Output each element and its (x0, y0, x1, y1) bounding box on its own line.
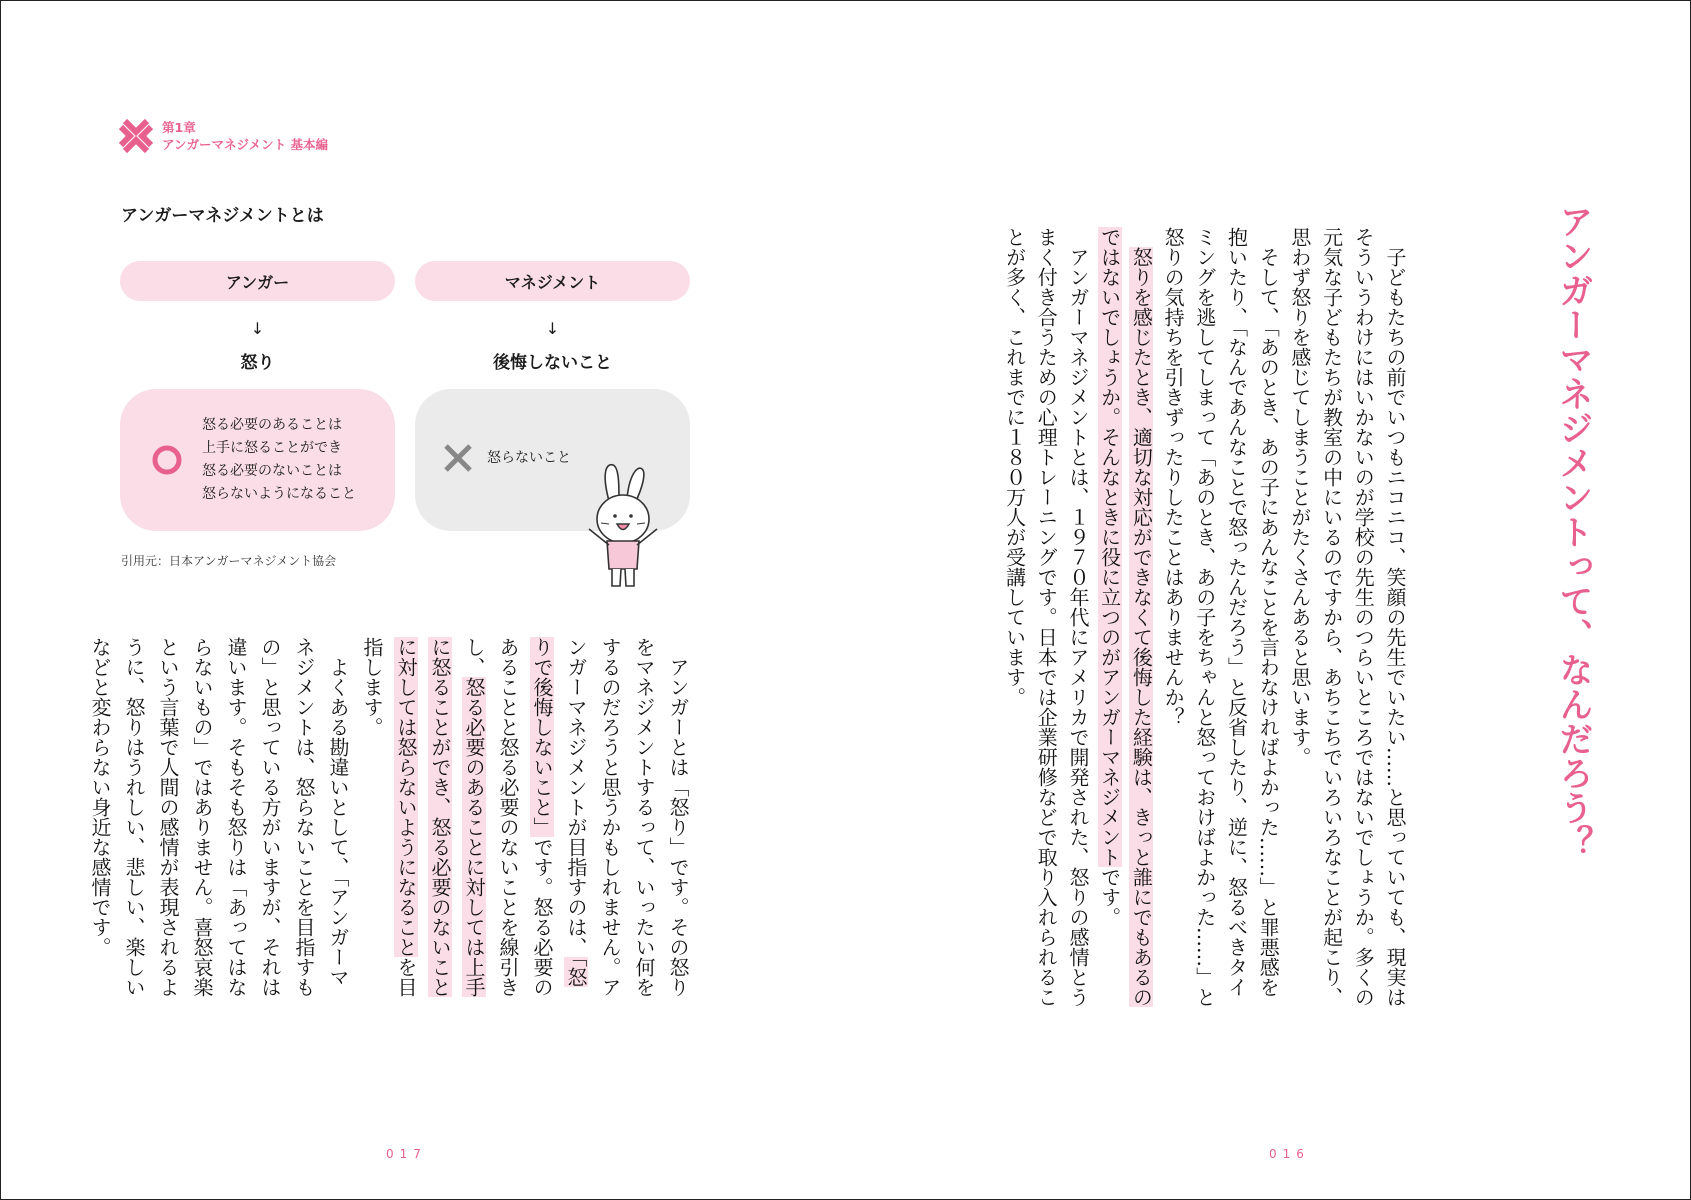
paragraph (83, 637, 355, 999)
paragraph (1156, 227, 1283, 1009)
chapter-title: アンガーマネジメント 基本編 (162, 137, 328, 152)
paragraph (1093, 227, 1156, 1009)
arrow-down-icon: ↓ (250, 319, 265, 338)
text-segment: を目指します。 (360, 637, 418, 997)
text-segment: です。 (1097, 867, 1122, 927)
highlighted-text: 怒りを感じたとき、適切な対応ができなくて後悔した経験は、きっと誰にでもあるのではないでしょうか。そんなときに役に立つのがアンガーマネジメント (1097, 227, 1154, 1007)
page-number-left: 017 (386, 1147, 427, 1161)
chapter-number: 第1章 (162, 120, 196, 135)
text-segment: 子どもたちの前でいつもニコニコ、笑顔の先生でいたい……と思っていても、現実はそういうわけにはいかないのが学校の先生のつらいところではないでしょうか。多くの元気な子どもたちが教室の中にいるのですから、あちこちでいろいろなことが起こり、思わず怒りを感じてしまうことがたくさんあると思います。 (1287, 227, 1407, 1007)
good-text (202, 414, 356, 506)
pill-anger: アンガー (120, 261, 395, 301)
good-line: 上手に怒ることができ (202, 440, 342, 456)
arrow-down-icon: ↓ (545, 319, 560, 338)
circle-icon (150, 443, 184, 477)
citation: 引用元：日本アンガーマネジメント協会 (121, 554, 337, 568)
paragraph (355, 637, 695, 999)
good-line: 怒る必要のあることは (202, 417, 342, 433)
good-line: 怒らないようになること (202, 486, 356, 502)
text-segment: よくある勘違いとして、「アンガーマネジメントは、怒らないことを目指すもの」と思っている方がいますが、それは違います。そもそも怒りは「あってはならないもの」ではありません。喜怒哀楽という言葉で人間の感情が表現されるように、怒りはうれしい、悲しい、楽しいなどと変わらない身近な感情です。 (88, 637, 350, 997)
good-box (120, 389, 395, 531)
page-number-right: 016 (1269, 1147, 1310, 1161)
highlighted-text: 「怒りで後悔しないこと」 (530, 637, 588, 987)
cross-icon (443, 443, 473, 473)
chapter-x-icon (119, 119, 153, 153)
chapter-label (162, 119, 328, 153)
paragraph (998, 227, 1093, 1009)
text-segment: です。怒る必要のあることと怒る必要のないことを線引きし、 (462, 637, 554, 997)
text-segment: アンガーマネジメントとは、１９７０年代にアメリカで開発された、怒りの感情とうまく付き合うための心理トレーニングです。日本では企業研修などで取り入れられることが多く、これまでに１８０万人が受講しています。 (1002, 227, 1090, 1007)
paragraph (1283, 227, 1410, 1009)
bad-text: 怒らないこと (487, 449, 571, 466)
text-segment: そして、「あのとき、あの子にあんなことを言わなければよかった……」と罪悪感を抱いたり、「なんであんなことで怒ったんだろう」と反省したり、逆に、怒るべきタイミングを逃してしまって「あのとき、あの子をちゃんと怒っておけばよかった……」と怒りの気持ちを引きずったりしたことはありませんか？ (1161, 227, 1281, 1007)
result-management: 後悔しないこと (493, 353, 612, 373)
result-anger: 怒り (240, 353, 275, 373)
pill-management: マネジメント (415, 261, 690, 301)
highlighted-text: 怒る必要のあることに対しては上手に怒ることができ、怒る必要のないことに対しては怒らないようになること (394, 637, 486, 997)
good-line: 怒る必要のないことは (202, 463, 342, 479)
left-body-text (88, 637, 695, 999)
page-title: アンガーマネジメントって、なんだろう？ (1553, 204, 1593, 860)
rabbit-illustration (579, 461, 665, 591)
text-segment: アンガーとは「怒り」です。その怒りをマネジメントするって、いったい何をするのだろうと思うかもしれません。アンガーマネジメントが目指すのは、 (564, 637, 690, 997)
right-body-text (996, 227, 1410, 1009)
section-title: アンガーマネジメントとは (121, 206, 324, 226)
